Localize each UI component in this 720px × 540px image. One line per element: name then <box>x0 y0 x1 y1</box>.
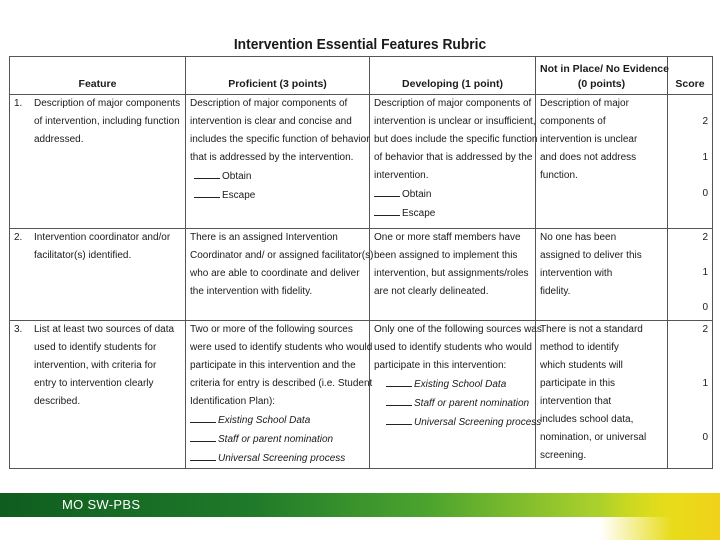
checklist-label: Existing School Data <box>218 415 311 426</box>
blank-line <box>386 413 412 425</box>
header-not-in-place-line2: (0 points) <box>577 78 626 90</box>
not-in-place-text: components of <box>540 116 606 127</box>
blank-line <box>386 394 412 406</box>
blank-line <box>190 430 216 442</box>
proficient-text: Coordinator and/ or assigned facilitator(s) <box>190 250 374 261</box>
feature-text: Intervention coordinator and/or <box>34 232 171 243</box>
not-in-place-text: nomination, or universal <box>540 432 647 443</box>
blank-line <box>374 185 400 197</box>
score-value: 0 <box>702 432 708 443</box>
feature-cell <box>10 95 186 229</box>
score-value: 2 <box>702 232 708 243</box>
blank-line <box>194 167 220 179</box>
table-row <box>10 229 713 321</box>
developing-text: Description of major components of <box>374 98 532 109</box>
not-in-place-cell <box>536 229 668 321</box>
feature-cell <box>10 229 186 321</box>
proficient-text: intervention is clear and concise and <box>190 116 352 127</box>
score-value: 0 <box>702 188 708 199</box>
proficient-cell <box>186 95 370 229</box>
not-in-place-text: Description of major <box>540 98 629 109</box>
not-in-place-text: participate in this <box>540 378 616 389</box>
checklist-item <box>190 411 365 430</box>
feature-text: described. <box>34 396 81 407</box>
proficient-text: participate in this intervention and the <box>190 360 356 371</box>
checklist-label: Obtain <box>402 189 432 200</box>
rubric-table <box>9 56 713 469</box>
feature-text: entry to intervention clearly <box>34 378 154 389</box>
proficient-text: the intervention with fidelity. <box>190 286 313 297</box>
header-score: Score <box>668 57 713 95</box>
score-value: 1 <box>702 378 708 389</box>
proficient-text: includes the specific function of behavior <box>190 134 370 145</box>
checklist-label: Staff or parent nomination <box>218 434 334 445</box>
checklist-label: Universal Screening process <box>414 417 542 428</box>
developing-text: Only one of the following sources was <box>374 324 542 335</box>
developing-cell <box>370 229 536 321</box>
header-not-in-place <box>536 57 668 95</box>
not-in-place-text: assigned to deliver this <box>540 250 642 261</box>
developing-cell <box>370 321 542 469</box>
checklist-item <box>190 430 365 449</box>
not-in-place-text: intervention with <box>540 268 613 279</box>
not-in-place-text: function. <box>540 170 578 181</box>
feature-text: of intervention, including function <box>34 116 180 127</box>
row-number: 2. <box>14 232 23 243</box>
score-cell <box>668 229 713 321</box>
feature-text: Description of major components <box>34 98 181 109</box>
proficient-text: Identification Plan): <box>190 396 276 407</box>
checklist-label: Universal Screening process <box>218 453 346 464</box>
table-row <box>10 321 713 469</box>
score-value: 2 <box>702 116 708 127</box>
blank-line <box>190 411 216 423</box>
table-row <box>10 95 713 229</box>
proficient-cell <box>186 229 374 321</box>
developing-text: One or more staff members have <box>374 232 521 243</box>
developing-text: participate in this intervention: <box>374 360 507 371</box>
feature-text: used to identify students for <box>34 342 157 353</box>
row-number: 1. <box>14 98 23 109</box>
page-title: Intervention Essential Features Rubric <box>233 36 487 53</box>
proficient-cell <box>186 321 373 469</box>
checklist-item <box>190 186 365 205</box>
proficient-text: Two or more of the following sources <box>190 324 353 335</box>
not-in-place-text: No one has been <box>540 232 617 243</box>
developing-text: intervention is unclear or insufficient, <box>374 116 536 127</box>
developing-text: of behavior that is addressed by the <box>374 152 533 163</box>
proficient-text: were used to identify students who would <box>190 342 373 353</box>
checklist-item <box>374 394 531 413</box>
proficient-text: that is addressed by the intervention. <box>190 152 354 163</box>
checklist-label: Escape <box>222 190 256 201</box>
score-value: 0 <box>702 302 708 313</box>
header-developing: Developing (1 point) <box>370 57 536 95</box>
blank-line <box>386 375 412 387</box>
feature-cell <box>10 321 186 469</box>
checklist-item <box>374 204 531 223</box>
developing-text: used to identify students who would <box>374 342 532 353</box>
checklist-label: Obtain <box>222 171 252 182</box>
feature-text: facilitator(s) identified. <box>34 250 132 261</box>
blank-line <box>374 204 400 216</box>
checklist-item <box>374 185 531 204</box>
not-in-place-text: There is not a standard <box>540 324 643 335</box>
checklist-item <box>374 375 531 394</box>
not-in-place-text: includes school data, <box>540 414 634 425</box>
proficient-text: Description of major components of <box>190 98 348 109</box>
feature-text: intervention, with criteria for <box>34 360 157 371</box>
score-value: 1 <box>702 267 708 278</box>
row-number: 3. <box>14 324 23 335</box>
checklist-item <box>190 449 365 468</box>
not-in-place-cell <box>536 321 668 469</box>
checklist-label: Escape <box>402 208 436 219</box>
feature-text: List at least two sources of data <box>34 324 175 335</box>
checklist-label: Staff or parent nomination <box>414 398 530 409</box>
checklist-item <box>190 167 365 186</box>
feature-text: addressed. <box>34 134 84 145</box>
developing-text: been assigned to implement this <box>374 250 518 261</box>
score-cell <box>668 95 713 229</box>
footer-yellow-accent <box>600 493 720 540</box>
score-cell <box>668 321 713 469</box>
developing-text: intervention. <box>374 170 429 181</box>
header-not-in-place-line1: Not in Place/ No Evidence <box>540 63 669 75</box>
checklist-item <box>374 413 542 432</box>
proficient-text: There is an assigned Intervention <box>190 232 338 243</box>
developing-cell <box>370 95 536 229</box>
proficient-text: criteria for entry is described (i.e. Student <box>190 378 373 389</box>
blank-line <box>190 449 216 461</box>
header-proficient: Proficient (3 points) <box>186 57 370 95</box>
developing-text: are not clearly delineated. <box>374 286 489 297</box>
checklist-label: Existing School Data <box>414 379 507 390</box>
score-value: 2 <box>702 324 708 335</box>
not-in-place-text: and does not address <box>540 152 637 163</box>
footer-label: MO SW-PBS <box>62 497 141 512</box>
not-in-place-text: intervention that <box>540 396 612 407</box>
proficient-text: who are able to coordinate and deliver <box>190 268 360 279</box>
not-in-place-text: screening. <box>540 450 587 461</box>
not-in-place-text: intervention is unclear <box>540 134 638 145</box>
score-value: 1 <box>702 152 708 163</box>
not-in-place-text: fidelity. <box>540 286 571 297</box>
blank-line <box>194 186 220 198</box>
developing-text: but does include the specific function <box>374 134 538 145</box>
not-in-place-cell <box>536 95 668 229</box>
not-in-place-text: method to identify <box>540 342 619 353</box>
table-header-row <box>10 57 713 95</box>
not-in-place-text: which students will <box>540 360 623 371</box>
header-feature: Feature <box>10 57 186 95</box>
developing-text: intervention, but assignments/roles <box>374 268 529 279</box>
